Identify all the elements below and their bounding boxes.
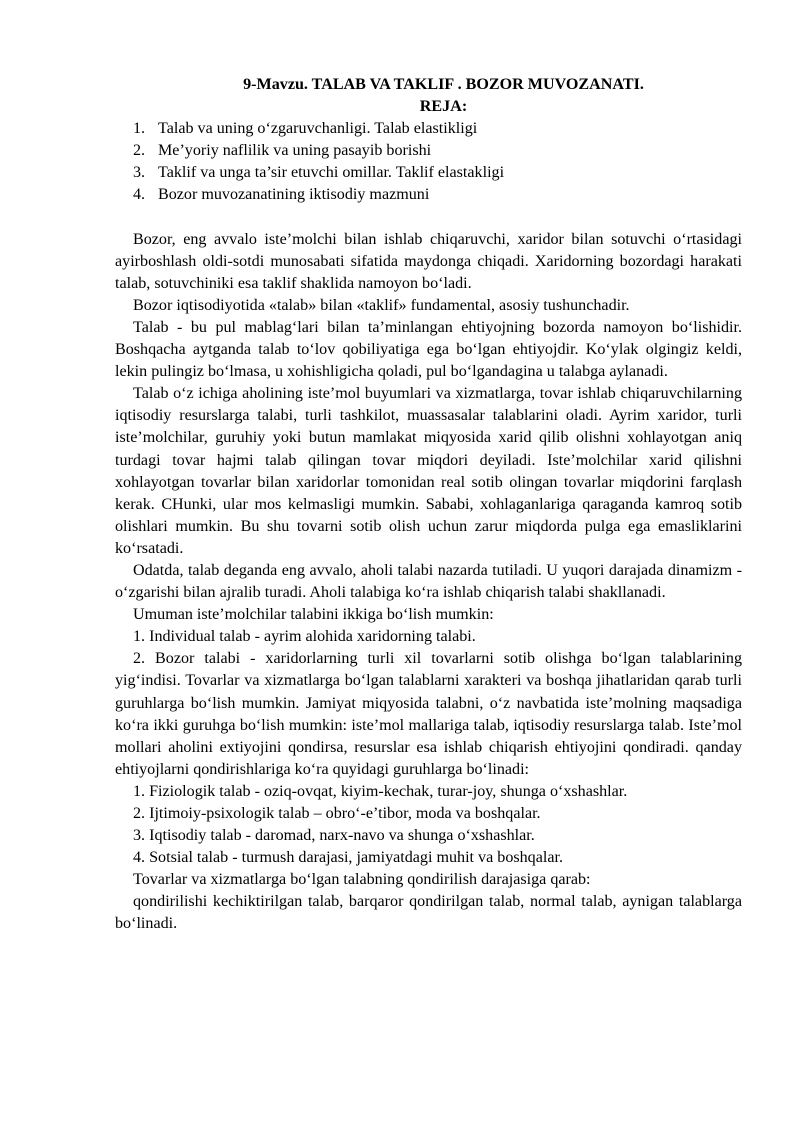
- plan-item: [115, 118, 742, 140]
- paragraph: Tovarlar va xizmatlarga bo‘lgan talabning qondirilish darajasiga qarab:: [133, 871, 591, 889]
- plan-item-text: Me’yoriy naflilik va uning pasayib borishi: [158, 142, 432, 160]
- plan-item-number: 3.: [133, 164, 146, 182]
- plan-item-number: 2.: [133, 142, 146, 160]
- plan-item: [115, 184, 742, 206]
- plan-item-number: 1.: [133, 120, 146, 138]
- paragraph: qondirilishi kechiktirilgan talab, barqaror qondirilgan talab, normal talab, aynigan talablarga bo‘linadi.: [115, 893, 742, 933]
- plan-item-text: Talab va uning o‘zgaruvchanligi. Talab elastikligi: [158, 120, 478, 138]
- plan-item-number: 4.: [133, 186, 146, 204]
- plan-item: [115, 140, 742, 162]
- paragraph: Umuman iste’molchilar talabini ikkiga bo‘lish mumkin:: [133, 606, 494, 624]
- paragraph: 4. Sotsial talab - turmush darajasi, jamiyatdagi muhit va boshqalar.: [133, 849, 563, 867]
- paragraph: 2. Ijtimoiy-psixologik talab – obro‘-e’tibor, moda va boshqalar.: [133, 805, 541, 822]
- document-page: [115, 74, 742, 936]
- document-title: 9-Mavzu. TALAB VA TAKLIF . BOZOR MUVOZANATI.: [243, 76, 644, 93]
- paragraph: Odatda, talab deganda eng avvalo, aholi talabi nazarda tutiladi. U yuqori darajada dinamizm - o‘zgarishi bilan ajralib turadi. Aholi talabiga ko‘ra ishlab chiqarish talabi shakllanadi.: [115, 561, 742, 602]
- paragraph: 3. Iqtisodiy talab - daromad, narx-navo va shunga o‘xshashlar.: [133, 827, 535, 845]
- paragraph: 1. Individual talab - ayrim alohida xaridorning talabi.: [133, 628, 476, 646]
- paragraph: Bozor, eng avvalo iste’molchi bilan ishlab chiqaruvchi, xaridor bilan sotuvchi o‘rtasidagi ayirboshlash oldi-sotdi munosabati sifatida maydonga chiqadi. Xaridorning bozordagi harakati talab, sotuvchiniki esa taklif shaklida namoyon bo‘ladi.: [115, 230, 742, 292]
- plan-item-text: Taklif va unga ta’sir etuvchi omillar. Taklif elastakligi: [158, 164, 505, 182]
- paragraph: Bozor iqtisodiyotida «talab» bilan «taklif» fundamental, asosiy tushunchadir.: [133, 296, 630, 314]
- paragraph: Talab - bu pul mablag‘lari bilan ta’minlangan ehtiyojning bozorda namoyon bo‘lishidir. Boshqacha aytganda talab to‘lov qobiliyatiga ega bo‘lgan ehtiyojdir. Ko‘ylak olgingiz keldi, lekin pulingiz bo‘lmasa, u xohishligicha qoladi, pul bo‘lgandagina u talabga aylanadi.: [115, 318, 742, 381]
- body-text: [115, 229, 742, 936]
- plan-list: [115, 118, 742, 206]
- plan-heading: REJA:: [419, 98, 468, 116]
- paragraph: Talab o‘z ichiga aholining iste’mol buyumlari va xizmatlarga, tovar ishlab chiqaruvchilarning iqtisodiy resurslarga talabi, turli tashkilot, muassasalar talablarini oladi. Ayrim xaridor, turli iste’molchilar, guruhiy yoki butun mamlakat miqyosida xarid qilib olishni xohlayotgan aniq turdagi tovar hajmi talab qilingan tovar miqdori deyiladi. Iste’molchilar xarid qilishni xohlayotgan tovarlar bilan xaridorlar tomonidan real sotib olingan tovarlar miqdorini farqlash kerak. CHunki, ular mos kelmasligi mumkin. Sababi, xohlaganlariga qaraganda kamroq sotib olishlari mumkin. Bu shu tovarni sotib olish uchun zarur miqdorda pulga ega emasliklarini ko‘rsatadi.: [115, 385, 742, 557]
- plan-item-text: Bozor muvozanatining iktisodiy mazmuni: [158, 186, 430, 204]
- plan-item: [115, 162, 742, 184]
- paragraph: 2. Bozor talabi - xaridorlarning turli xil tovarlarni sotib olishga bo‘lgan talablarining yig‘indisi. Tovarlar va xizmatlarga bo‘lgan talablarni xarakteri va boshqa jihatlaridan qarab turli guruhlarga bo‘lish mumkin. Jamiyat miqyosida talabni, o‘z navbatida iste’molning maqsadiga ko‘ra ikki guruhga bo‘lish mumkin: iste’mol mallariga talab, iqtisodiy resurslarga talab. Iste’mol mollari aholini extiyojini qondirsa, resurslar esa ishlab chiqarish ehtiyojini qondiradi. qanday ehtiyojlarni qondirishlariga ko‘ra quyidagi guruhlarga bo‘linadi:: [115, 650, 742, 778]
- paragraph: 1. Fiziologik talab - oziq-ovqat, kiyim-kechak, turar-joy, shunga o‘xshashlar.: [133, 782, 628, 800]
